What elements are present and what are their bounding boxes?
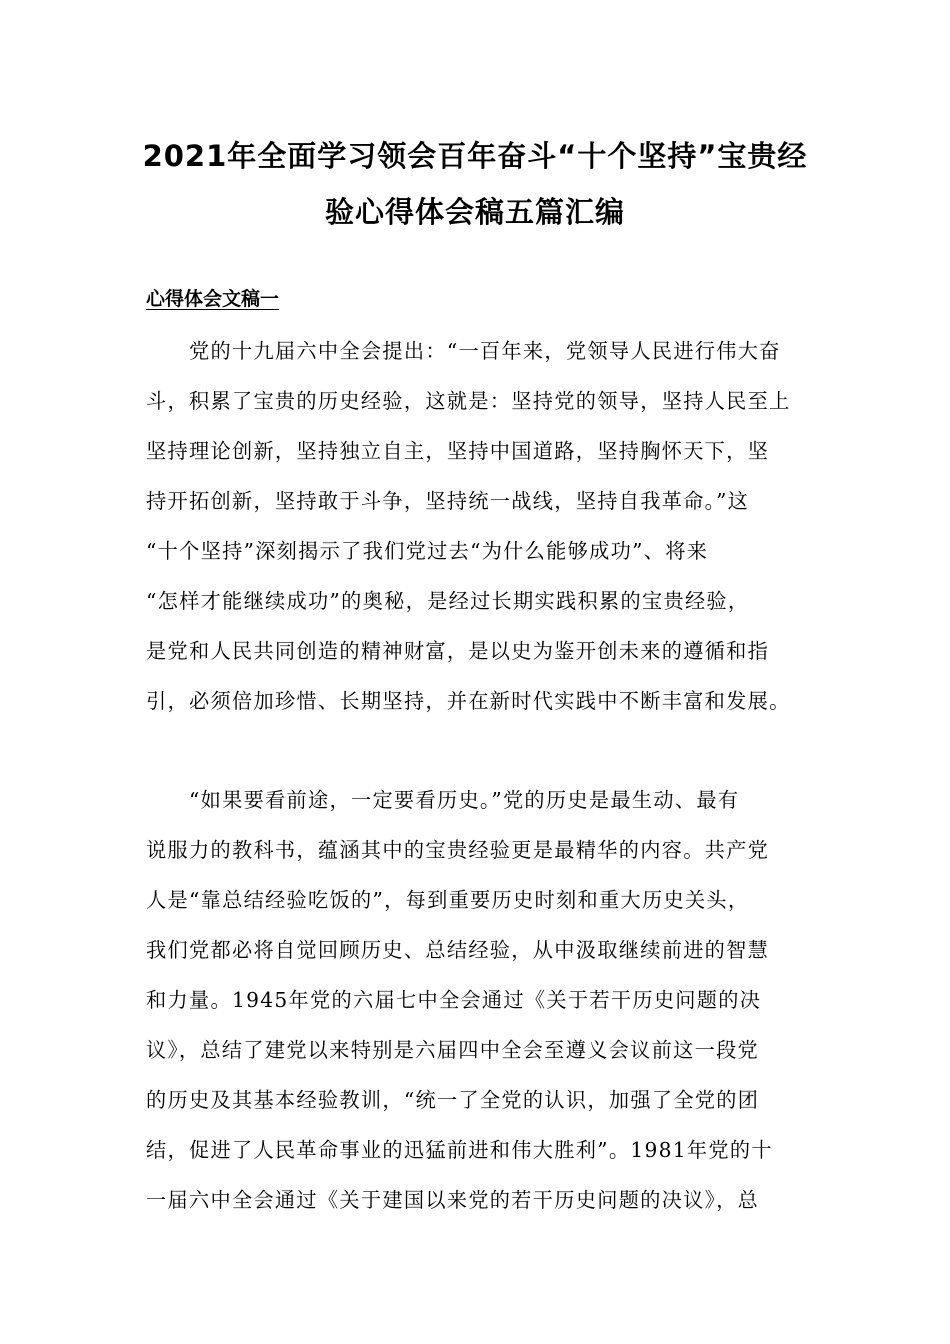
text-line: “十个坚持”深刻揭示了我们党过去“为什么能够成功”、将来 <box>146 539 709 563</box>
paragraph-2 <box>146 775 810 1225</box>
document-title <box>135 128 815 240</box>
text-line: 人是“靠总结经验吃饭的”，每到重要历史时刻和重大历史关头， <box>146 888 750 912</box>
text-line: 斗，积累了宝贵的历史经验，这就是：坚持党的领导，坚持人民至上 <box>146 389 791 413</box>
section-heading: 心得体会文稿一 <box>146 288 280 310</box>
text-line: 党的十九届六中全会提出：“一百年来，党领导人民进行伟大奋 <box>146 339 781 363</box>
text-line: 议》，总结了建党以来特别是六届四中全会至遵义会议前这一段党 <box>146 1038 760 1062</box>
text-line: 结，促进了人民革命事业的迅猛前进和伟大胜利”。1981年党的十 <box>146 1138 773 1162</box>
text-line: 的历史及其基本经验教训，“统一了全党的认识，加强了全党的团 <box>146 1088 760 1112</box>
text-line: “怎样才能继续成功”的奥秘，是经过长期实践积累的宝贵经验， <box>146 589 750 613</box>
paragraph-1 <box>146 326 810 726</box>
text-line: 引，必须倍加珍惜、长期坚持，并在新时代实践中不断丰富和发展。 <box>146 689 791 713</box>
text-line: 说服力的教科书，蕴涵其中的宝贵经验更是最精华的内容。共产党 <box>146 838 770 862</box>
text-line: “如果要看前途，一定要看历史。”党的历史是最生动、最有 <box>146 788 740 812</box>
text-line: 坚持理论创新，坚持独立自主，坚持中国道路，坚持胸怀天下，坚 <box>146 439 770 463</box>
text-line: 持开拓创新，坚持敢于斗争，坚持统一战线，坚持自我革命。”这 <box>146 489 750 513</box>
text-line: 是党和人民共同创造的精神财富，是以史为鉴开创未来的遵循和指 <box>146 639 770 663</box>
text-line: 一届六中全会通过《关于建国以来党的若干历史问题的决议》，总 <box>146 1188 760 1212</box>
title-line: 验心得体会稿五篇汇编 <box>324 195 625 229</box>
title-line: 2021年全面学习领会百年奋斗“十个坚持”宝贵经 <box>142 139 808 173</box>
text-line: 我们党都必将自觉回顾历史、总结经验，从中汲取继续前进的智慧 <box>146 938 770 962</box>
text-line: 和力量。1945年党的六届七中全会通过《关于若干历史问题的决 <box>146 988 762 1012</box>
